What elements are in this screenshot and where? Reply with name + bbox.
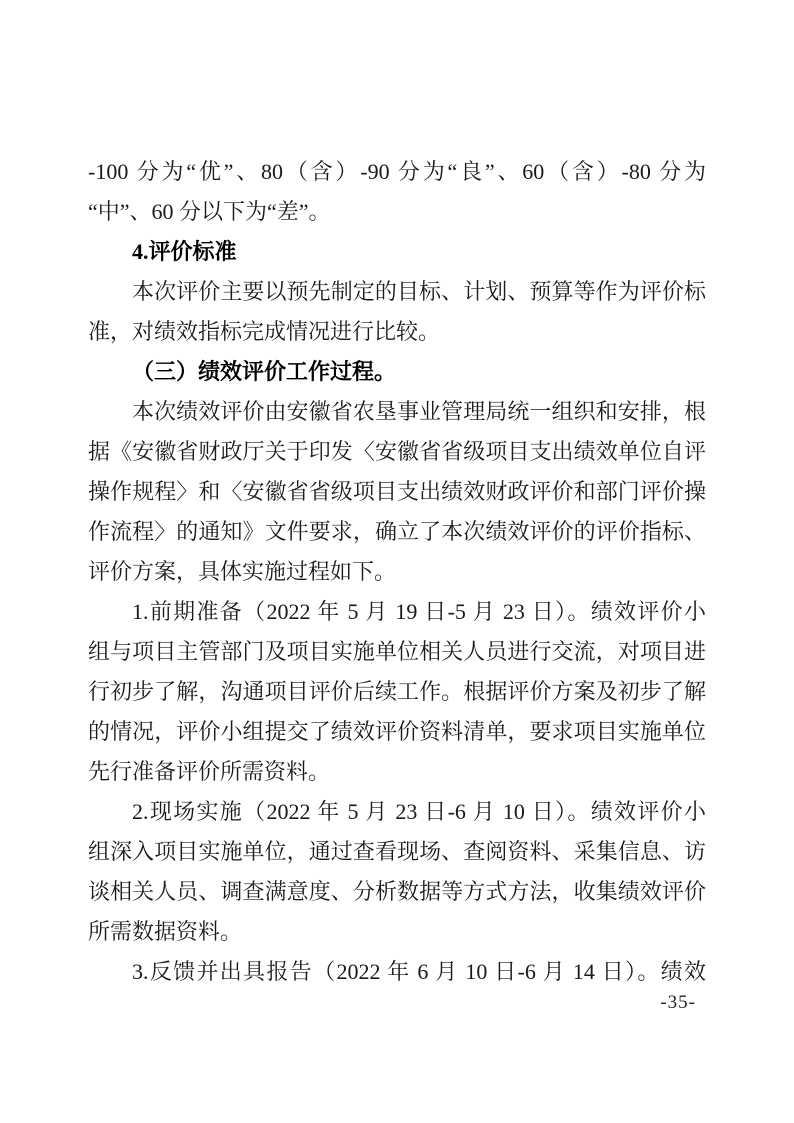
text-line: 4.评价标准 xyxy=(132,239,237,264)
text-line: 3.反馈并出具报告（2022 年 6 月 10 日-6 月 14 日）。绩效 xyxy=(132,959,706,984)
text-line: 据《安徽省财政厅关于印发〈安徽省省级项目支出绩效单位自评 xyxy=(88,439,706,464)
text-line: “中”、60 分以下为“差”。 xyxy=(88,199,331,224)
text-line: 本次评价主要以预先制定的目标、计划、预算等作为评价标 xyxy=(132,279,706,304)
text-line: 准，对绩效指标完成情况进行比较。 xyxy=(88,319,441,344)
text-line: 评价方案，具体实施过程如下。 xyxy=(88,559,397,584)
text-line: 先行准备评价所需资料。 xyxy=(88,759,331,784)
text-line: 1.前期准备（2022 年 5 月 19 日-5 月 23 日）。绩效评价小 xyxy=(132,599,706,624)
text-line: 2.现场实施（2022 年 5 月 23 日-6 月 10 日）。绩效评价小 xyxy=(132,799,706,824)
page-number: -35- xyxy=(660,992,696,1013)
text-line: 组与项目主管部门及项目实施单位相关人员进行交流，对项目进 xyxy=(88,639,706,664)
text-line: （三）绩效评价工作过程。 xyxy=(132,359,397,384)
text-line: -100 分为“优”、80（含）-90 分为“良”、60（含）-80 分为 xyxy=(88,159,706,184)
text-line: 本次绩效评价由安徽省农垦事业管理局统一组织和安排，根 xyxy=(132,399,706,424)
text-line: 所需数据资料。 xyxy=(88,919,243,944)
text-line: 的情况，评价小组提交了绩效评价资料清单，要求项目实施单位 xyxy=(88,719,706,744)
text-line: 作流程〉的通知》文件要求，确立了本次绩效评价的评价指标、 xyxy=(88,519,706,544)
text-line: 操作规程〉和〈安徽省省级项目支出绩效财政评价和部门评价操 xyxy=(88,479,706,504)
text-line: 组深入项目实施单位，通过查看现场、查阅资料、采集信息、访 xyxy=(88,839,706,864)
document-body xyxy=(88,152,706,992)
text-line: 行初步了解，沟通项目评价后续工作。根据评价方案及初步了解 xyxy=(88,679,706,704)
text-line: 谈相关人员、调查满意度、分析数据等方式方法，收集绩效评价 xyxy=(88,879,706,904)
